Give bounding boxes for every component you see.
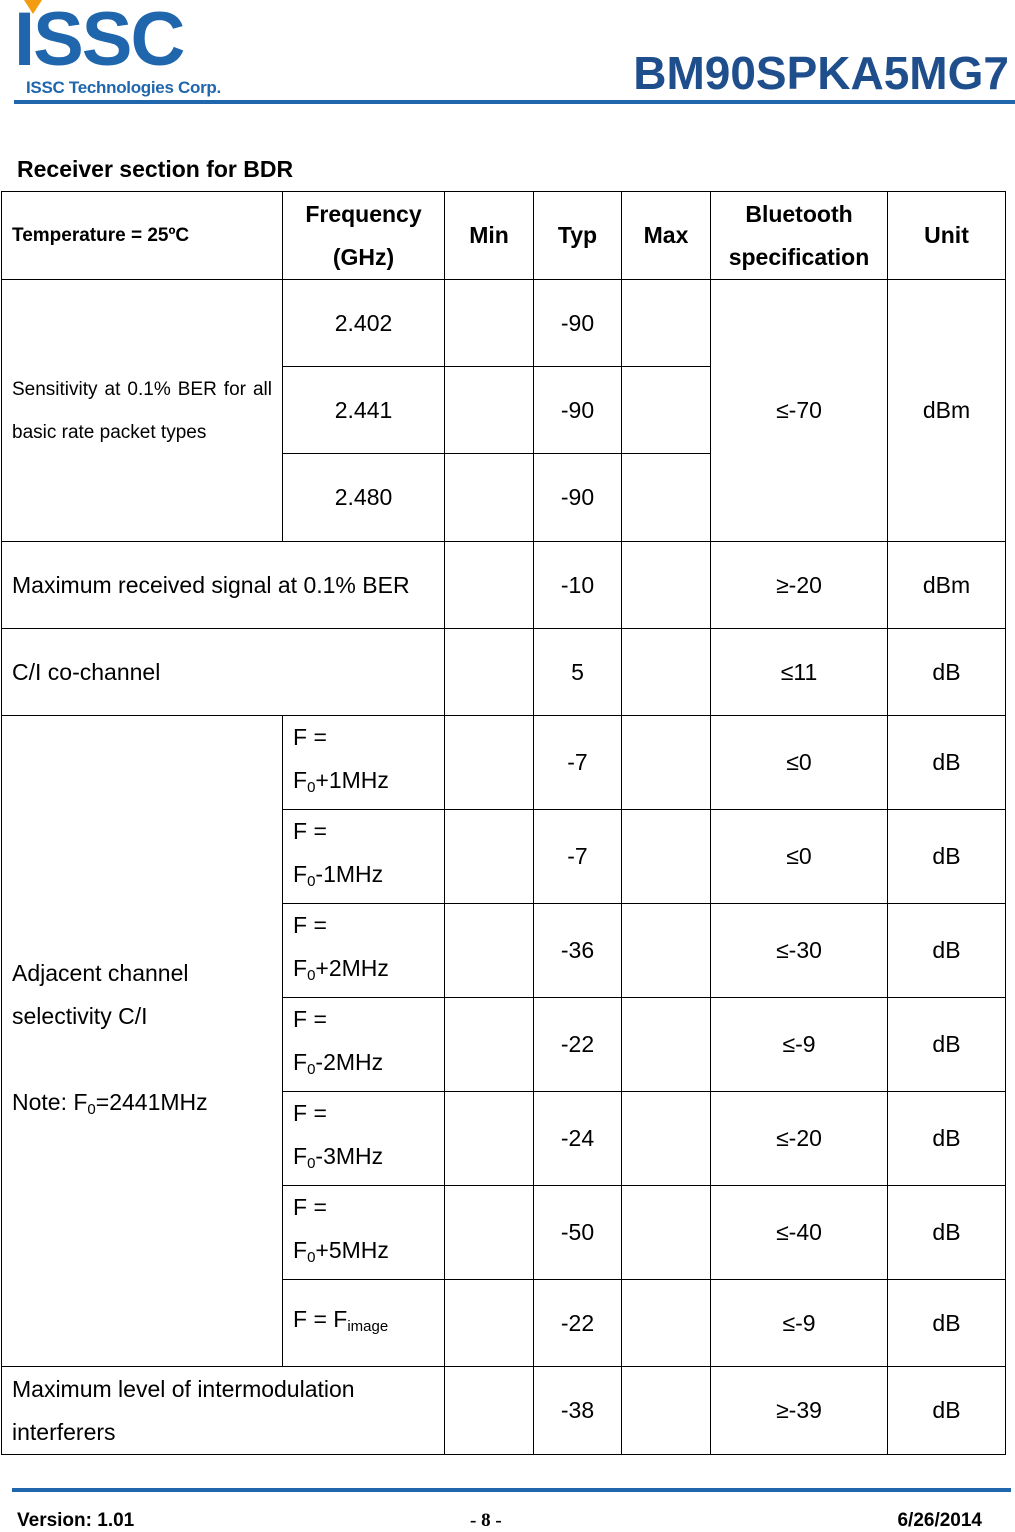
typ-cell: -22: [534, 998, 622, 1092]
spec-cell: ≤-9: [711, 998, 888, 1092]
table-row: [2, 542, 1006, 629]
unit-cell: dB: [888, 1186, 1006, 1280]
max-cell: [622, 1186, 711, 1280]
header-condition: Temperature = 25ºC: [2, 192, 283, 280]
freq-cell: F = $F_0-1MHz$: [283, 810, 445, 904]
header-divider: [14, 100, 1015, 104]
min-cell: [445, 454, 534, 542]
spec-cell: ≤-40: [711, 1186, 888, 1280]
min-cell: [445, 629, 534, 716]
header-spec: Bluetooth specification: [711, 192, 888, 280]
typ-cell: -90: [534, 454, 622, 542]
typ-cell: -10: [534, 542, 622, 629]
max-cell: [622, 542, 711, 629]
spec-cell: ≤-20: [711, 1092, 888, 1186]
typ-cell: -36: [534, 904, 622, 998]
freq-cell: F = $F_0-2MHz$: [283, 998, 445, 1092]
typ-cell: -90: [534, 280, 622, 367]
typ-cell: -38: [534, 1367, 622, 1455]
min-cell: [445, 542, 534, 629]
freq-cell: 2.441: [283, 367, 445, 454]
typ-cell: -24: [534, 1092, 622, 1186]
typ-cell: 5: [534, 629, 622, 716]
min-cell: [445, 904, 534, 998]
max-cell: [622, 998, 711, 1092]
unit-cell: dB: [888, 998, 1006, 1092]
unit-cell: dB: [888, 1092, 1006, 1186]
receiver-spec-table: [1, 191, 1006, 1455]
unit-cell: dB: [888, 810, 1006, 904]
max-cell: [622, 367, 711, 454]
max-cell: [622, 1280, 711, 1367]
min-cell: [445, 1367, 534, 1455]
typ-cell: -22: [534, 1280, 622, 1367]
freq-cell: F = $F_0+5MHz$: [283, 1186, 445, 1280]
freq-cell: F = $F_0+2MHz$: [283, 904, 445, 998]
header-unit: Unit: [888, 192, 1006, 280]
typ-cell: -90: [534, 367, 622, 454]
max-signal-label: Maximum received signal at 0.1% BER: [2, 542, 445, 629]
header-max: Max: [622, 192, 711, 280]
footer-version: Version: 1.01: [17, 1510, 135, 1531]
spec-cell: ≥-20: [711, 542, 888, 629]
unit-cell: dB: [888, 904, 1006, 998]
section-title: Receiver section for BDR: [17, 156, 294, 182]
freq-cell: F = $F_0+1MHz$: [283, 716, 445, 810]
header-typ: Typ: [534, 192, 622, 280]
spec-cell: ≤-30: [711, 904, 888, 998]
min-cell: [445, 1186, 534, 1280]
min-cell: [445, 280, 534, 367]
logo-subtitle: ISSC Technologies Corp.: [26, 78, 221, 97]
header-frequency: Frequency (GHz): [283, 192, 445, 280]
spec-cell: ≤-70: [711, 280, 888, 542]
freq-cell: F = $F_0-3MHz$: [283, 1092, 445, 1186]
adjacent-label: Adjacent channel selectivity C/I Note: $F_0=2441MHz$: [2, 716, 283, 1367]
max-cell: [622, 280, 711, 367]
table-row: [2, 629, 1006, 716]
max-cell: [622, 454, 711, 542]
min-cell: [445, 810, 534, 904]
sensitivity-label: Sensitivity at 0.1% BER for all basic rate packet types: [2, 280, 283, 542]
max-cell: [622, 1092, 711, 1186]
typ-cell: -7: [534, 716, 622, 810]
freq-cell: $F = F_{image}$: [283, 1280, 445, 1367]
unit-cell: dB: [888, 629, 1006, 716]
min-cell: [445, 998, 534, 1092]
spec-cell: ≥-39: [711, 1367, 888, 1455]
table-row: [2, 280, 1006, 367]
typ-cell: -7: [534, 810, 622, 904]
max-cell: [622, 629, 711, 716]
min-cell: [445, 1280, 534, 1367]
company-logo: [14, 0, 244, 100]
max-cell: [622, 716, 711, 810]
max-cell: [622, 810, 711, 904]
max-cell: [622, 904, 711, 998]
logo-text: ISSC: [14, 0, 184, 82]
footer-date: 6/26/2014: [897, 1510, 982, 1531]
footer-page-number: - 8 -: [470, 1510, 502, 1531]
min-cell: [445, 716, 534, 810]
unit-cell: dB: [888, 716, 1006, 810]
typ-cell: -50: [534, 1186, 622, 1280]
unit-cell: dBm: [888, 542, 1006, 629]
header-min: Min: [445, 192, 534, 280]
spec-cell: ≤11: [711, 629, 888, 716]
unit-cell: dB: [888, 1367, 1006, 1455]
intermod-label: Maximum level of intermodulation interferers: [2, 1367, 445, 1455]
spec-cell: ≤0: [711, 716, 888, 810]
document-title: BM90SPKA5MG7: [633, 47, 1009, 99]
freq-cell: 2.402: [283, 280, 445, 367]
max-cell: [622, 1367, 711, 1455]
footer-divider: [12, 1488, 1011, 1492]
freq-cell: 2.480: [283, 454, 445, 542]
spec-cell: ≤0: [711, 810, 888, 904]
min-cell: [445, 367, 534, 454]
unit-cell: dBm: [888, 280, 1006, 542]
table-row: [2, 716, 1006, 810]
min-cell: [445, 1092, 534, 1186]
ci-cochannel-label: C/I co-channel: [2, 629, 445, 716]
table-row: [2, 1367, 1006, 1455]
unit-cell: dB: [888, 1280, 1006, 1367]
table-header-row: [2, 192, 1006, 280]
spec-cell: ≤-9: [711, 1280, 888, 1367]
